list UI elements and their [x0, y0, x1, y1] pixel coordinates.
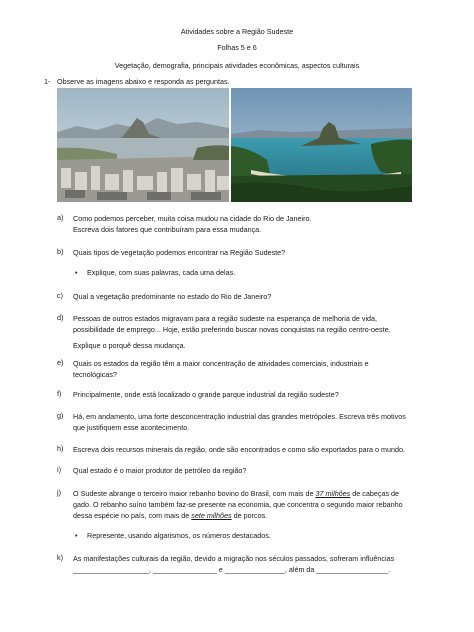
- activity-instruction: Observe as imagens abaixo e responda as perguntas.: [57, 77, 230, 86]
- sheet-numbers: Folhas 5 e 6: [217, 43, 257, 52]
- question-h-line-1: Escreva dois recursos minerais da região, onde são encontrados e como são exportados para o mundo.: [73, 445, 406, 454]
- question-j-line-3: [73, 510, 445, 521]
- question-d-line-1: Pessoas de outros estados migravam para a região sudeste na esperança de melhoria de vida,: [73, 314, 378, 323]
- question-j-text: de porcos.: [231, 511, 268, 520]
- highlighted-number: sete milhões: [191, 511, 232, 520]
- question-e-line-2: tecnológicas?: [73, 370, 117, 379]
- question-j-text: dessa espécie no país, com mais de: [73, 511, 192, 520]
- question-letter: b): [57, 247, 64, 256]
- question-letter: g): [57, 411, 64, 420]
- question-a-line-2: Escreva dois fatores que contribuíram para essa mudança.: [73, 225, 262, 234]
- question-letter: e): [57, 358, 64, 367]
- question-letter: k): [57, 553, 63, 562]
- question-letter: d): [57, 313, 64, 322]
- question-j-text: O Sudeste abrange o terceiro maior rebanho bovino do Brasil, com mais de: [73, 489, 316, 498]
- old-rio-city-photo: [57, 88, 229, 202]
- question-e-line-1: Quais os estados da região têm a maior concentração de atividades comerciais, industriais e: [73, 359, 369, 368]
- question-i-line-1: Qual estado é o maior produtor de petróleo da região?: [73, 466, 247, 475]
- question-letter: h): [57, 444, 64, 453]
- question-letter: a): [57, 213, 64, 222]
- bullet-icon: •: [75, 268, 78, 277]
- topics-line: Vegetação, demografia, principais atividades econômicas, aspectos culturais: [114, 61, 360, 70]
- question-d-line-3: Explique o porquê dessa mudança.: [73, 341, 186, 350]
- question-g-line-1: Há, em andamento, uma forte desconcentração industrial das grandes metrópoles. Escreva três motivos: [73, 412, 406, 421]
- question-b-bullet: Explique, com suas palavras, cada uma delas.: [87, 268, 236, 277]
- question-j-line-2: gado. O rebanho suíno também faz-se presente na economia, que concentra o segundo maior rebanho: [73, 500, 403, 509]
- question-c-line-1: Qual a vegetação predominante no estado do Rio de Janeiro?: [73, 292, 272, 301]
- question-letter: i): [57, 465, 61, 474]
- question-g-line-2: que justifiquem esse acontecimento.: [73, 423, 190, 432]
- question-a-line-1: Como podemos perceber, muita coisa mudou na cidade do Rio de Janeiro.: [73, 214, 312, 223]
- question-b-line-1: Quais tipos de vegetação podemos encontrar na Região Sudeste?: [73, 248, 286, 257]
- question-f-line-1: Principalmente, onde está localizado o grande parque industrial da região sudeste?: [73, 390, 339, 399]
- question-k-line-2: ___________________, ________________ e _______________, além da __________________.: [73, 565, 391, 574]
- activity-number: 1-: [44, 77, 51, 86]
- page-title: Atividades sobre a Região Sudeste: [180, 27, 294, 36]
- question-j-line-1: [73, 488, 445, 499]
- question-letter: c): [57, 291, 63, 300]
- question-letter: j): [57, 488, 61, 497]
- question-j-bullet: Represente, usando algarismos, os números destacados.: [87, 531, 271, 540]
- question-j-text: de cabeças de: [350, 489, 400, 498]
- highlighted-number: 37 milhões: [315, 489, 351, 498]
- rio-bay-nature-photo: [231, 88, 412, 202]
- question-d-line-2: possibilidade de emprego... Hoje, estão preferindo buscar novas conquistas na região centro-oeste.: [73, 325, 391, 334]
- old-rio-city-illustration: [57, 88, 229, 202]
- rio-bay-nature-illustration: [231, 88, 412, 202]
- question-k-line-1: As manifestações culturais da região, devido a migração nos séculos passados, sofreram influências: [73, 554, 395, 563]
- bullet-icon: •: [75, 531, 78, 540]
- question-letter: f): [57, 389, 62, 398]
